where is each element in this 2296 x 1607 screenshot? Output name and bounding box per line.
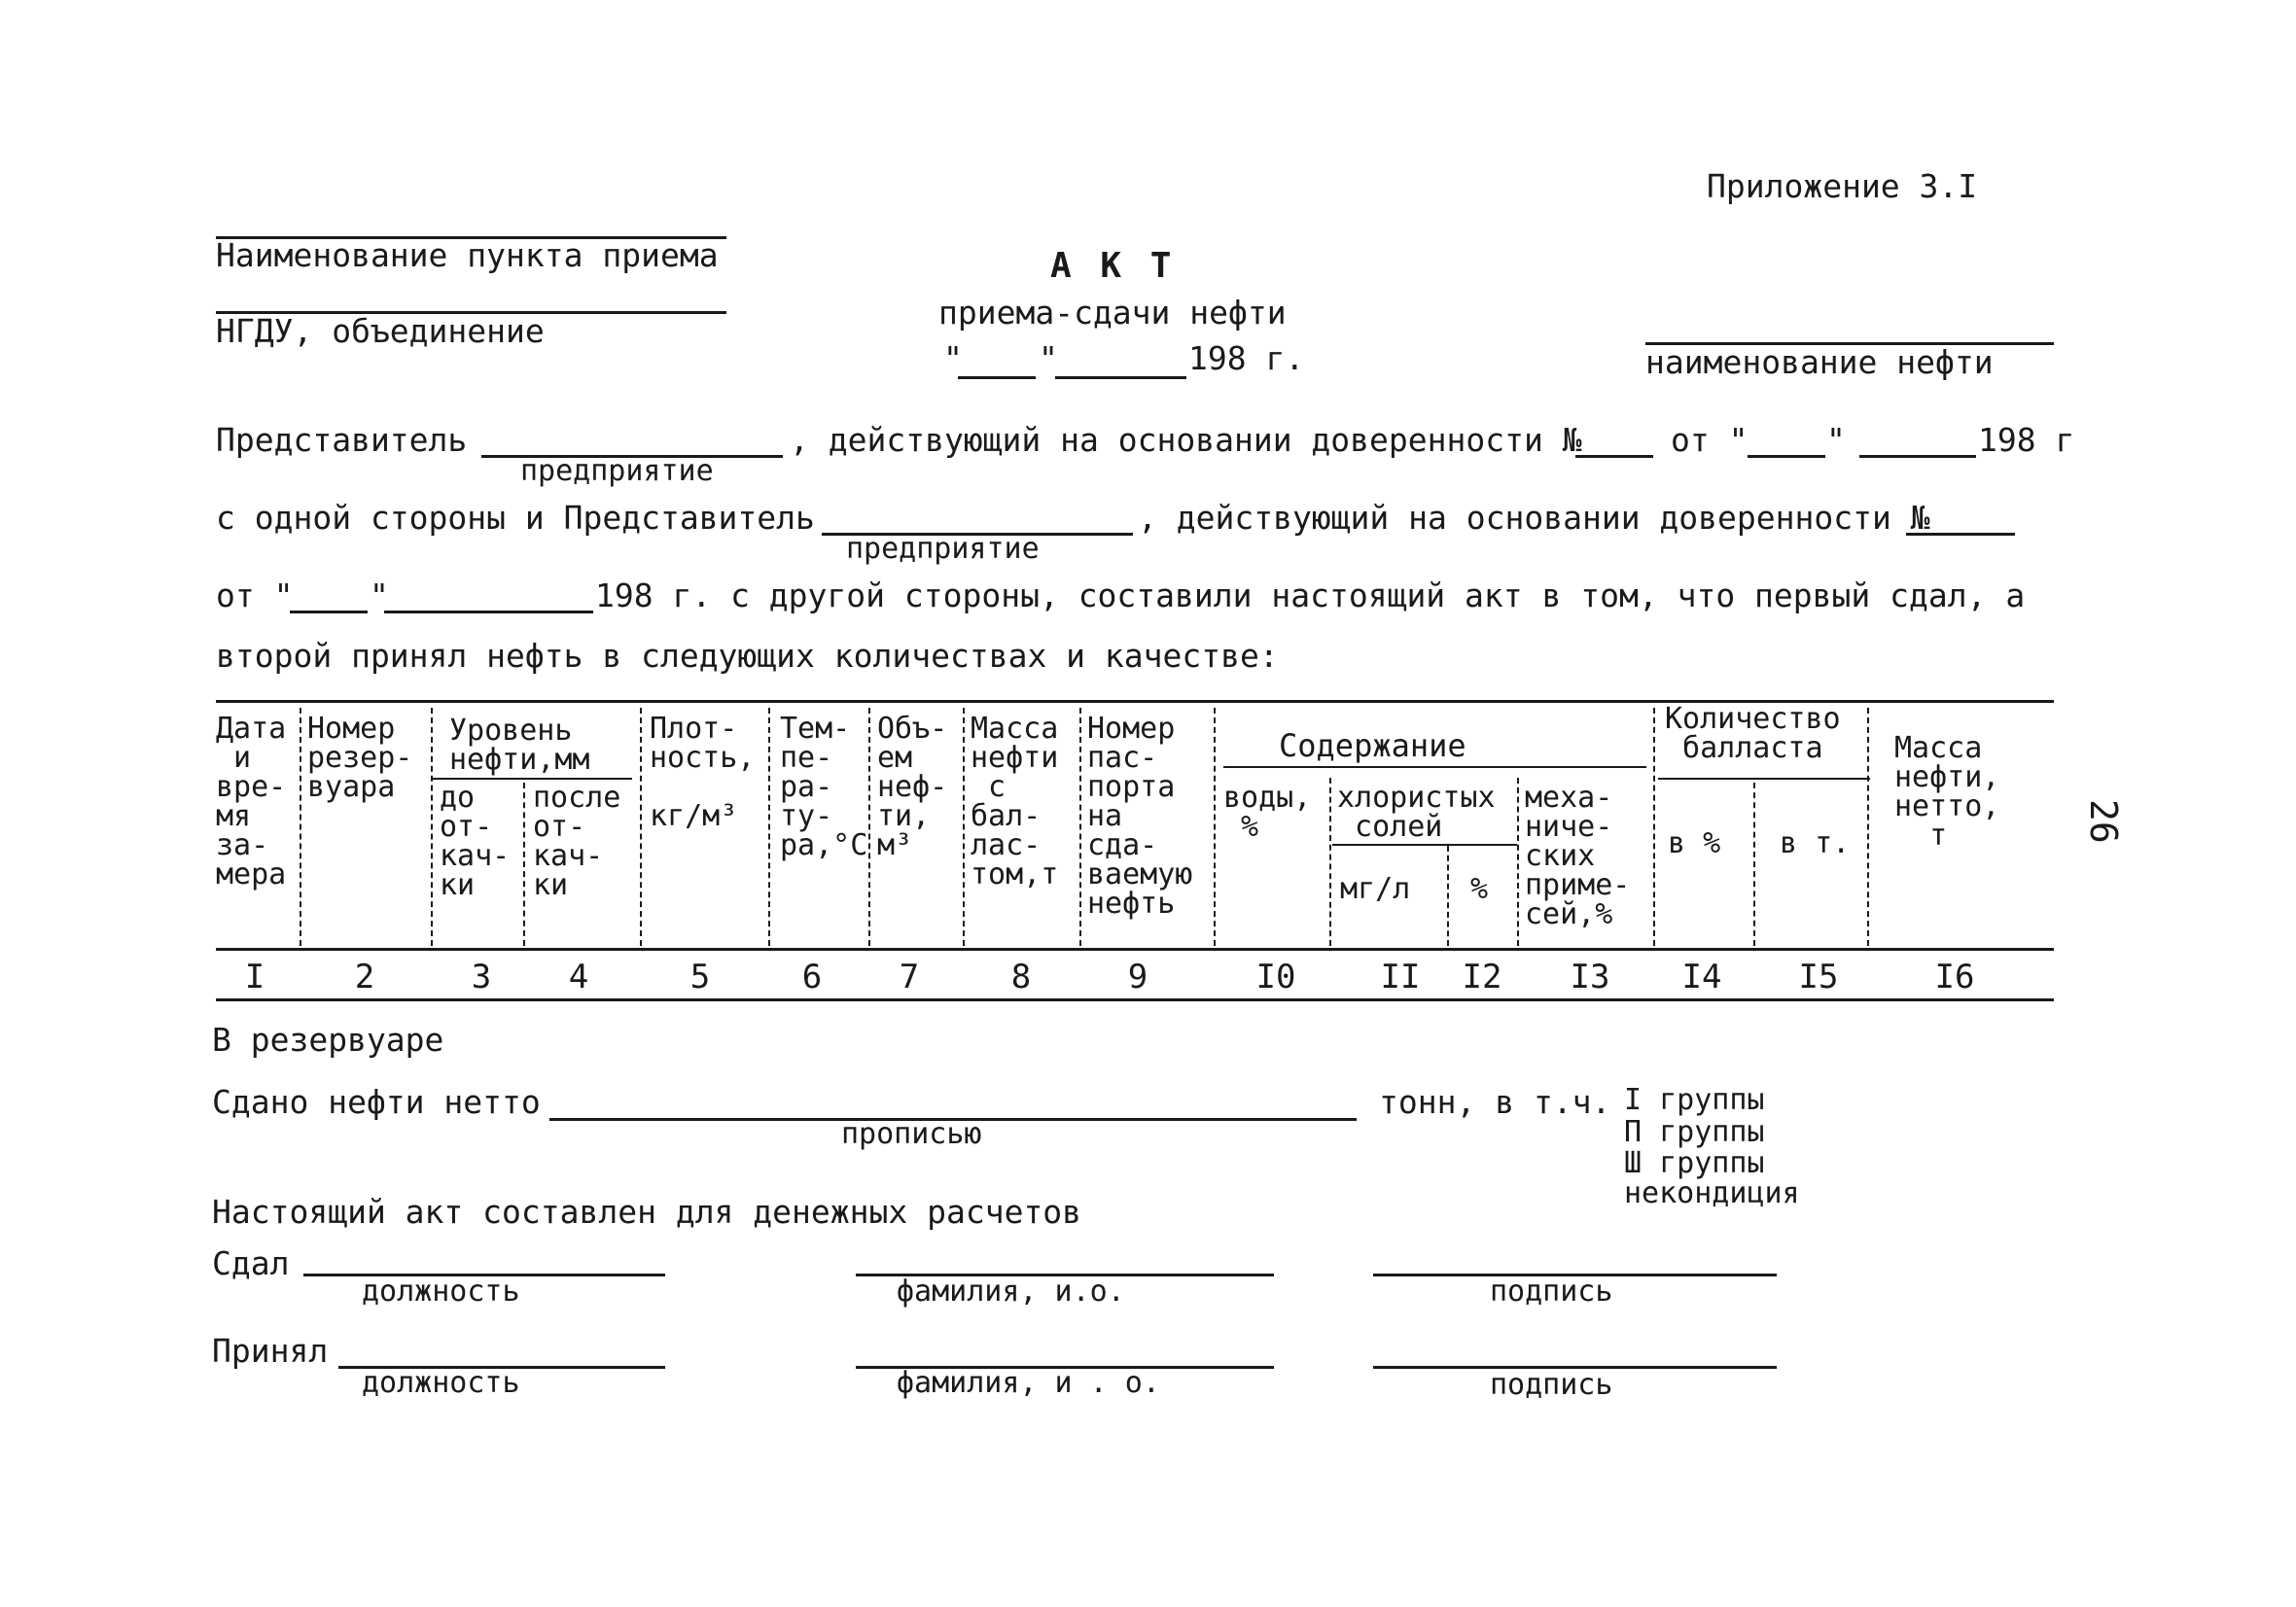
received-position: должность bbox=[362, 1366, 520, 1400]
col-num: I bbox=[244, 958, 265, 996]
para1-day-line bbox=[1748, 455, 1825, 458]
content-sub-rule bbox=[1223, 766, 1646, 768]
purpose-text: Настоящий акт составлен для денежных расчетов bbox=[212, 1193, 1082, 1231]
col-num: 4 bbox=[568, 958, 589, 996]
hdr-water: воды, % bbox=[1223, 781, 1312, 844]
col-num: 6 bbox=[801, 958, 823, 996]
col-sep-4 bbox=[640, 708, 642, 946]
non-conforming: некондиция bbox=[1624, 1176, 1800, 1210]
para1-from: от " bbox=[1671, 421, 1748, 459]
hdr-volume: Объ- ем неф- ти, м³ bbox=[877, 712, 948, 862]
net-oil-label: Сдано нефти нетто bbox=[212, 1083, 541, 1121]
group-1: I группы bbox=[1624, 1083, 1765, 1117]
hdr-mech-impurities: меха- ниче- ских приме- сей,% bbox=[1525, 781, 1631, 931]
col-num: 2 bbox=[354, 958, 375, 996]
tonnes-label: тонн, в т.ч. bbox=[1379, 1083, 1611, 1121]
col-num: 3 bbox=[471, 958, 492, 996]
col-num: I5 bbox=[1798, 958, 1839, 996]
col-num: II bbox=[1380, 958, 1421, 996]
hdr-chloride-salts: хлористых солей bbox=[1337, 781, 1496, 844]
col-sep-8 bbox=[1079, 708, 1081, 946]
para2-authority: , действующий на основании доверенности № bbox=[1138, 499, 1930, 537]
oil-name-label: наименование нефти bbox=[1645, 343, 1994, 381]
handed-over-position: должность bbox=[362, 1275, 520, 1309]
col-num: I4 bbox=[1681, 958, 1722, 996]
col-num: 8 bbox=[1010, 958, 1032, 996]
title-date-month-line bbox=[1055, 376, 1186, 379]
ngdu-label: НГДУ, объединение bbox=[216, 312, 545, 350]
hdr-passport: Номер пас- порта на сда- ваемую нефть bbox=[1087, 712, 1193, 921]
col-sep-12 bbox=[1517, 778, 1519, 946]
para3-text: 198 г. с другой стороны, составили настоящий акт в том, что первый сдал, а bbox=[595, 576, 2026, 614]
group-2: П группы bbox=[1624, 1115, 1765, 1149]
hdr-ballast-t: в т. bbox=[1780, 826, 1851, 860]
col-num: I0 bbox=[1255, 958, 1296, 996]
para3-quote: " bbox=[370, 576, 389, 614]
received-signature: подпись bbox=[1490, 1368, 1613, 1402]
title-date-year: 198 г. bbox=[1188, 339, 1305, 377]
col-num: I3 bbox=[1570, 958, 1610, 996]
col-sep-7 bbox=[963, 708, 965, 946]
hdr-salts-pct: % bbox=[1470, 872, 1489, 906]
col-sep-1 bbox=[300, 708, 301, 946]
ballast-sub-rule bbox=[1658, 778, 1870, 780]
col-sep-10 bbox=[1329, 778, 1331, 946]
para4-text: второй принял нефть в следующих количествах и качестве: bbox=[216, 637, 1279, 675]
hdr-level-after: после от- кач- ки bbox=[533, 781, 621, 902]
col-sep-13 bbox=[1653, 708, 1655, 946]
akt-title: А К Т bbox=[1050, 246, 1176, 286]
received-label: Принял bbox=[212, 1332, 329, 1370]
hdr-mass-ballast: Масса нефти с бал- лас- том,т bbox=[971, 712, 1059, 891]
col-sep-6 bbox=[868, 708, 870, 946]
col-num: 5 bbox=[689, 958, 711, 996]
col-sep-5 bbox=[768, 708, 770, 946]
col-sep-3 bbox=[523, 783, 525, 946]
para2-number-line bbox=[1906, 533, 2015, 536]
para3-day-line bbox=[290, 611, 368, 613]
hdr-level-before: до от- кач- ки bbox=[440, 781, 511, 902]
appendix-label: Приложение 3.I bbox=[1707, 167, 1978, 205]
hdr-date-time: Дата и вре- мя за- мера bbox=[216, 712, 287, 891]
col-num: 9 bbox=[1127, 958, 1148, 996]
point-name-label: Наименование пункта приема bbox=[216, 236, 719, 274]
para2-other-side: с одной стороны и Представитель bbox=[216, 499, 815, 537]
hdr-salts-mgl: мг/л bbox=[1340, 872, 1411, 906]
title-date-day-line bbox=[958, 376, 1036, 379]
handed-over-name: фамилия, и.о. bbox=[897, 1275, 1125, 1309]
hdr-ballast-pct: в % bbox=[1668, 826, 1721, 860]
col-sep-15 bbox=[1867, 708, 1869, 946]
para1-month-line bbox=[1859, 455, 1976, 458]
salts-sub-rule bbox=[1332, 844, 1517, 846]
table-header-bottom-rule bbox=[216, 948, 2054, 951]
para3-from: от " bbox=[216, 576, 294, 614]
para1-representative: Представитель bbox=[216, 421, 468, 459]
col-sep-2 bbox=[431, 708, 433, 946]
para2-enterprise-caption: предприятие bbox=[846, 532, 1040, 566]
page-number: 26 bbox=[2082, 799, 2125, 844]
col-sep-9 bbox=[1214, 708, 1216, 946]
para1-authority: , действующий на основании доверенности № bbox=[790, 421, 1582, 459]
hdr-reservoir: Номер резер- вуара bbox=[307, 712, 413, 804]
hdr-temperature: Тем- пе- ра- ту- ра,°С bbox=[780, 712, 868, 862]
hdr-density: Плот- ность, кг/м³ bbox=[650, 712, 756, 833]
group-3: Ш группы bbox=[1624, 1146, 1765, 1180]
handed-over-label: Сдал bbox=[212, 1244, 290, 1282]
para1-quote: " bbox=[1826, 421, 1846, 459]
col-sep-11 bbox=[1447, 846, 1449, 946]
col-num: I6 bbox=[1934, 958, 1975, 996]
hdr-ballast: Количество балласта bbox=[1665, 702, 1841, 765]
hdr-net-mass: Масса нефти, нетто, т bbox=[1894, 731, 2000, 853]
level-sub-rule bbox=[433, 778, 632, 780]
col-num: 7 bbox=[899, 958, 920, 996]
akt-subtitle: приема-сдачи нефти bbox=[938, 294, 1287, 332]
handed-over-signature: подпись bbox=[1490, 1275, 1613, 1309]
para1-enterprise-caption: предприятие bbox=[520, 454, 714, 488]
table-bottom-rule bbox=[216, 998, 2054, 1001]
hdr-content: Содержание bbox=[1279, 727, 1466, 764]
hdr-level: Уровень нефти,мм bbox=[449, 714, 590, 777]
para1-year: 198 г bbox=[1978, 421, 2075, 459]
in-words-caption: прописью bbox=[841, 1117, 982, 1151]
title-date-quote-open: " bbox=[943, 339, 963, 377]
para3-month-line bbox=[384, 611, 593, 613]
title-date-quote-close: " bbox=[1039, 339, 1058, 377]
col-sep-14 bbox=[1753, 783, 1755, 946]
para1-number-line bbox=[1575, 455, 1653, 458]
in-reservoir-label: В резервуаре bbox=[212, 1021, 444, 1059]
col-num: I2 bbox=[1462, 958, 1502, 996]
received-name: фамилия, и . о. bbox=[897, 1366, 1160, 1400]
